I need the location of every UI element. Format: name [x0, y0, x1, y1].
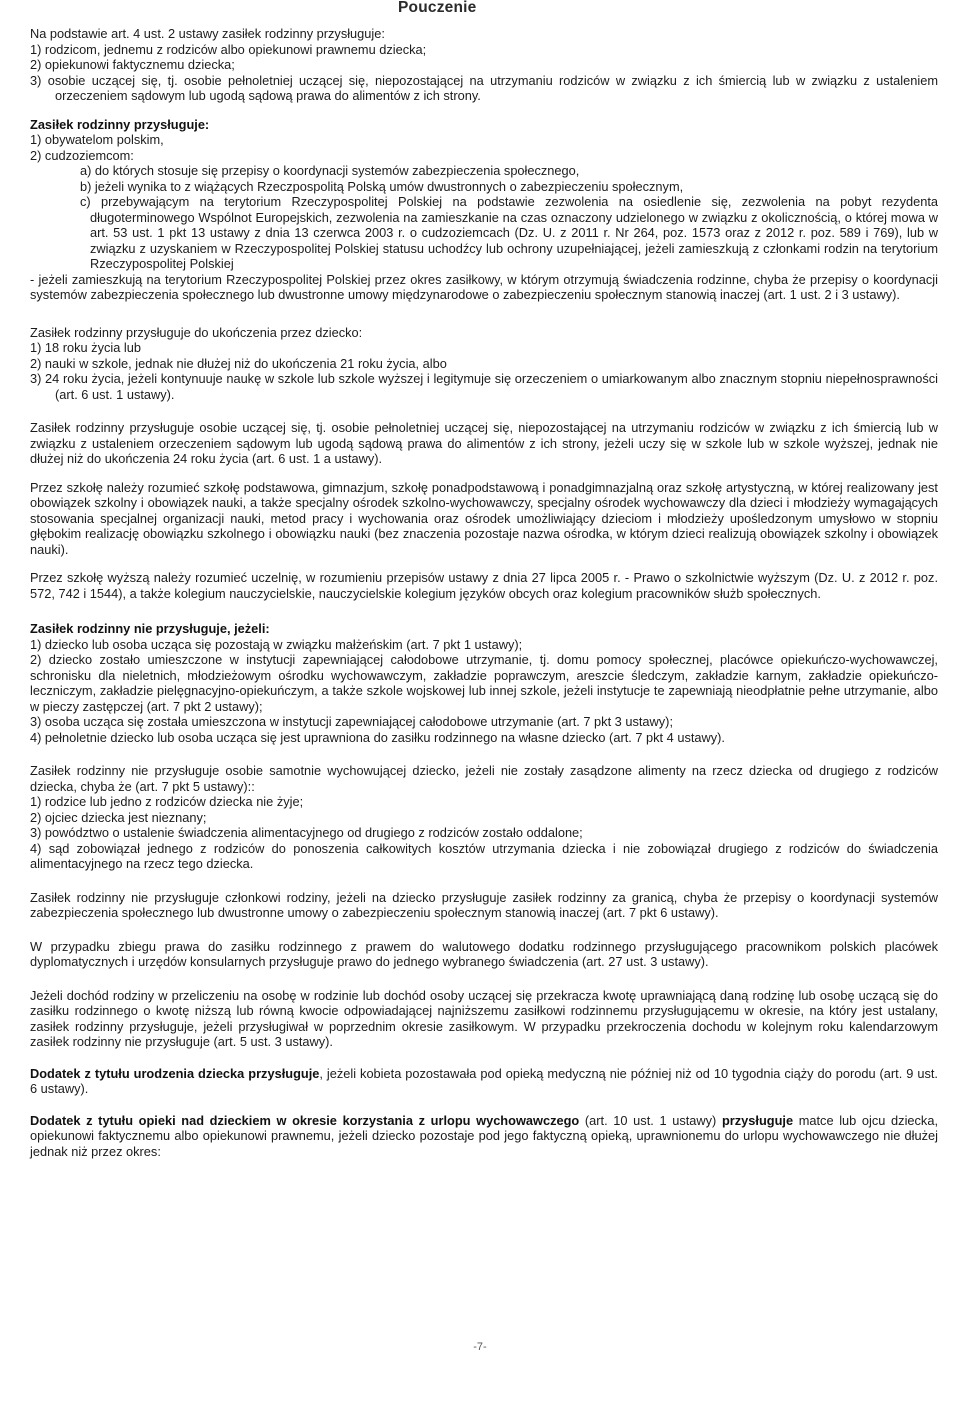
page-title: Pouczenie: [398, 0, 477, 16]
sub-list-item: c) przebywającym na terytorium Rzeczypospolitej Polskiej na podstawie zezwolenia na osiedlenie się, zezwolenia na pobyt rezydenta długoterminowego Wspólnot Europejskich, zezwolenia na zamieszkanie na czas oznaczony udzielonego w związku z okolicznością, o której mowa w art. 53 ust. 1 pkt 13 ustawy z dnia 13 czerwca 2003 r. o cudzoziemcach (Dz. U. z 2011 r. Nr 264, poz. 1573 oraz z 2012 r. poz. 589 i 769), lub w związku z uzyskaniem w Rzeczypospolitej Polskiej statusu uchodźcy lub ochrony uzupełniającej, jeżeli zamieszkują z członkami rodzin na terytorium Rzeczypospolitej Polskiej: [80, 194, 938, 271]
childcare-supplement-text: matce lub ojcu dziecka, opiekunowi faktycznemu albo opiekunowi prawnemu, jeżeli dziecko pozostaje pod jego faktyczną opieką, uprawnionemu do urlopu wychowawczego nie dłużej jednak niż przez okres:: [30, 1112, 938, 1159]
childcare-supplement-ref: (art. 10 ust. 1 ustawy): [579, 1112, 722, 1128]
intro-item: 3) osobie uczącej się, tj. osobie pełnoletniej uczącej się, niepozostającej na utrzymaniu rodziców w związku z ich śmiercią lub w związku z ustaleniem orzeczeniem sądowym lub ugodą sądową prawa do alimentów z ich strony.: [30, 72, 938, 103]
list-item: 3) 24 roku życia, jeżeli kontynuuje naukę w szkole lub szkole wyższej i legitymuje się orzeczeniem o umiarkowanym albo znacznym stopniu niepełnosprawności (art. 6 ust. 1 ustawy).: [30, 371, 938, 402]
closing-paragraph: - jeżeli zamieszkują na terytorium Rzeczypospolitej Polskiej przez okres zasiłkowy, w którym otrzymują świadczenia rodzinne, chyba że przepisy o koordynacji systemów zabezpieczenia społecznego lub dwustronne umowy międzynarodowe o zabezpieczeniu społecznym stanowią inaczej (art. 1 ust. 2 i 3 ustawy).: [30, 271, 938, 302]
list-item: 2) nauki w szkole, jednak nie dłużej niż do ukończenia 21 roku życia, albo: [30, 355, 447, 371]
document-body: [30, 26, 938, 1159]
paragraph-abroad: Zasiłek rodzinny nie przysługuje członkowi rodziny, jeżeli na dziecko przysługuje zasiłek rodzinny za granicą, chyba że przepisy o koordynacji systemów zabezpieczenia społecznego lub dwustronne umowy o zabezpieczeniu społecznym stanowią inaczej (art. 7 pkt 6 ustawy).: [30, 889, 938, 920]
sub-list-item: a) do których stosuje się przepisy o koordynacji systemów zabezpieczenia społecznego,: [80, 163, 580, 178]
list-item: 4) sąd zobowiązał jednego z rodziców do ponoszenia całkowitych kosztów utrzymania dziecka i nie zobowiązał drugiego z rodziców do świadczenia alimentacyjnego na rzecz tego dziecka.: [30, 840, 938, 871]
list-item: 2) cudzoziemcom:: [30, 147, 134, 163]
section-heading: [30, 621, 938, 637]
paragraph-income: Jeżeli dochód rodziny w przeliczeniu na osobę w rodzinie lub dochód osoby uczącej się przekracza kwotę uprawniającą daną rodzinę lub osobę uczącą się do zasiłku rodzinnego o kwotę niższą lub równą kwocie odpowiadającej najniższemu zasiłkowi rodzinnemu przysługującemu w okresie, na który jest ustalany, zasiłek rodzinny przysługuje, jeżeli przysługiwał w poprzednim okresie zasiłkowym. W przypadku przekroczenia dochodu w kolejnym roku kalendarzowym zasiłek rodzinny nie przysługuje (art. 5 ust. 3 ustawy).: [30, 987, 938, 1049]
not-eligible-section: [30, 621, 938, 745]
list-item: 2) ojciec dziecka jest nieznany;: [30, 809, 207, 825]
list-item: 3) powództwo o ustalenie świadczenia alimentacyjnego od drugiego z rodziców zostało oddalone;: [30, 825, 583, 840]
intro-item: 2) opiekunowi faktycznemu dziecka;: [30, 57, 235, 72]
page-number: -7-: [473, 1341, 487, 1353]
list-item: 3) osoba ucząca się została umieszczona w instytucji zapewniającej całodobowe utrzymanie (art. 7 pkt 3 ustawy);: [30, 714, 673, 729]
paragraph-university-definition: Przez szkołę wyższą należy rozumieć uczelnię, w rozumieniu przepisów ustawy z dnia 27 lipca 2005 r. - Prawo o szkolnictwie wyższym (Dz. U. z 2012 r. poz. 572, 742 i 1544), a także kolegium nauczycielskie, nauczycielskie kolegium języków obcych oraz kolegium pracowników służb społecznych.: [30, 570, 938, 601]
list-item: 4) pełnoletnie dziecko lub osoba ucząca się jest uprawniona do zasiłku rodzinnego na własne dziecko (art. 7 pkt 4 ustawy).: [30, 729, 725, 745]
list-item: 1) obywatelom polskim,: [30, 132, 164, 147]
age-limit-section: [30, 325, 938, 403]
list-item: 2) dziecko zostało umieszczone w instytucji zapewniającej całodobowe utrzymanie, tj. domu pomocy społecznej, placówce opiekuńczo-wychowawczej, schronisku dla nieletnich, młodzieżowym ośrodku wychowawczym, zakładzie poprawczym, areszcie śledczym, zakładzie karnym, zakładzie opiekuńczo-leczniczym, zakładzie pielęgnacyjno-opiekuńczym, a także szkole wojskowej lub innej szkole, jeżeli instytucje te zapewniają nieodpłatnie pełne utrzymanie, albo w pieczy zastępczej (art. 7 pkt 2 ustawy);: [30, 652, 938, 714]
list-item: 1) dziecko lub osoba ucząca się pozostają w związku małżeńskim (art. 7 pkt 1 ustawy);: [30, 636, 523, 652]
section-heading-text: Zasiłek rodzinny nie przysługuje, jeżeli:: [30, 621, 270, 636]
childcare-supplement-bold-2: przysługuje: [721, 1112, 794, 1128]
section-lead: Zasiłek rodzinny przysługuje do ukończenia przez dziecko:: [30, 324, 363, 340]
paragraph-school-definition: Przez szkołę należy rozumieć szkołę podstawowa, gimnazjum, szkołę ponadpodstawową i ponadgimnazjalną oraz szkołę artystyczną, w której realizowany jest obowiązek szkolny i obowiązek nauki, a także specjalny ośrodek szkolno-wychowawczy, specjalny ośrodek wychowawczy dla dzieci i młodzieży wymagających stosowania specjalnej organizacji nauki, metod pracy i wychowania oraz ośrodek umożliwiający dzieciom i młodzieży upośledzonym umysłowo w stopniu głębokim realizację obowiązku szkolnego i obowiązku nauki (bez znaczenia pozostaje nazwa ośrodka, w którym dzieci realizują obowiązek szkolny i obowiązek nauki).: [30, 479, 938, 557]
sub-list-item: b) jeżeli wynika to z wiążących Rzeczpospolitą Polską umów dwustronnych o zabezpieczeniu społecznym,: [80, 178, 684, 194]
paragraph-childcare-supplement: [30, 1113, 938, 1160]
single-parent-section: [30, 763, 938, 872]
intro-lead: Na podstawie art. 4 ust. 2 ustawy zasiłek rodzinny przysługuje:: [30, 26, 385, 41]
paragraph-currency-allowance: W przypadku zbiegu prawa do zasiłku rodzinnego z prawem do walutowego dodatku rodzinnego przysługującego pracownikom polskich placówek dyplomatycznych i urzędów konsularnych przysługuje prawo do jednego wybranego świadczenia (art. 27 ust. 3 ustawy).: [30, 938, 938, 969]
childcare-supplement-bold: Dodatek z tytułu opieki nad dzieckiem w okresie korzystania z urlopu wychowawczego: [30, 1112, 580, 1128]
birth-supplement-bold: Dodatek z tytułu urodzenia dziecka przysługuje: [30, 1065, 320, 1081]
paragraph-birth-supplement: [30, 1066, 938, 1097]
list-item: 1) rodzice lub jedno z rodziców dziecka nie żyje;: [30, 794, 304, 809]
intro-section: [30, 26, 938, 104]
section-heading: [30, 117, 938, 133]
birth-supplement-text: , jeżeli kobieta pozostawała pod opieką medyczną nie później niż od 10 tygodnia ciąży do porodu (art. 9 ust. 6 ustawy).: [30, 1065, 938, 1096]
paragraph-student: Zasiłek rodzinny przysługuje osobie uczącej się, tj. osobie pełnoletniej uczącej się, niepozostającej na utrzymaniu rodziców w związku z ich śmiercią lub w związku z ustaleniem orzeczeniem sądowym lub ugodą sądową prawa do alimentów z ich strony, jeżeli uczy się w szkole lub w szkole wyższej, jednak nie dłużej niż do ukończenia 24 roku życia (art. 6 ust. 1 a ustawy).: [30, 420, 938, 466]
list-item: 1) 18 roku życia lub: [30, 340, 141, 355]
intro-item: 1) rodzicom, jednemu z rodziców albo opiekunowi prawnemu dziecka;: [30, 41, 427, 57]
section-heading-text: Zasiłek rodzinny przysługuje:: [30, 116, 210, 132]
section-lead: Zasiłek rodzinny nie przysługuje osobie samotnie wychowującej dziecko, jeżeli nie zostały zasądzone alimenty na rzecz dziecka od drugiego z rodziców dziecka, chyba że (art. 7 pkt 5 ustawy)::: [30, 763, 938, 794]
eligibility-section: [30, 117, 938, 303]
